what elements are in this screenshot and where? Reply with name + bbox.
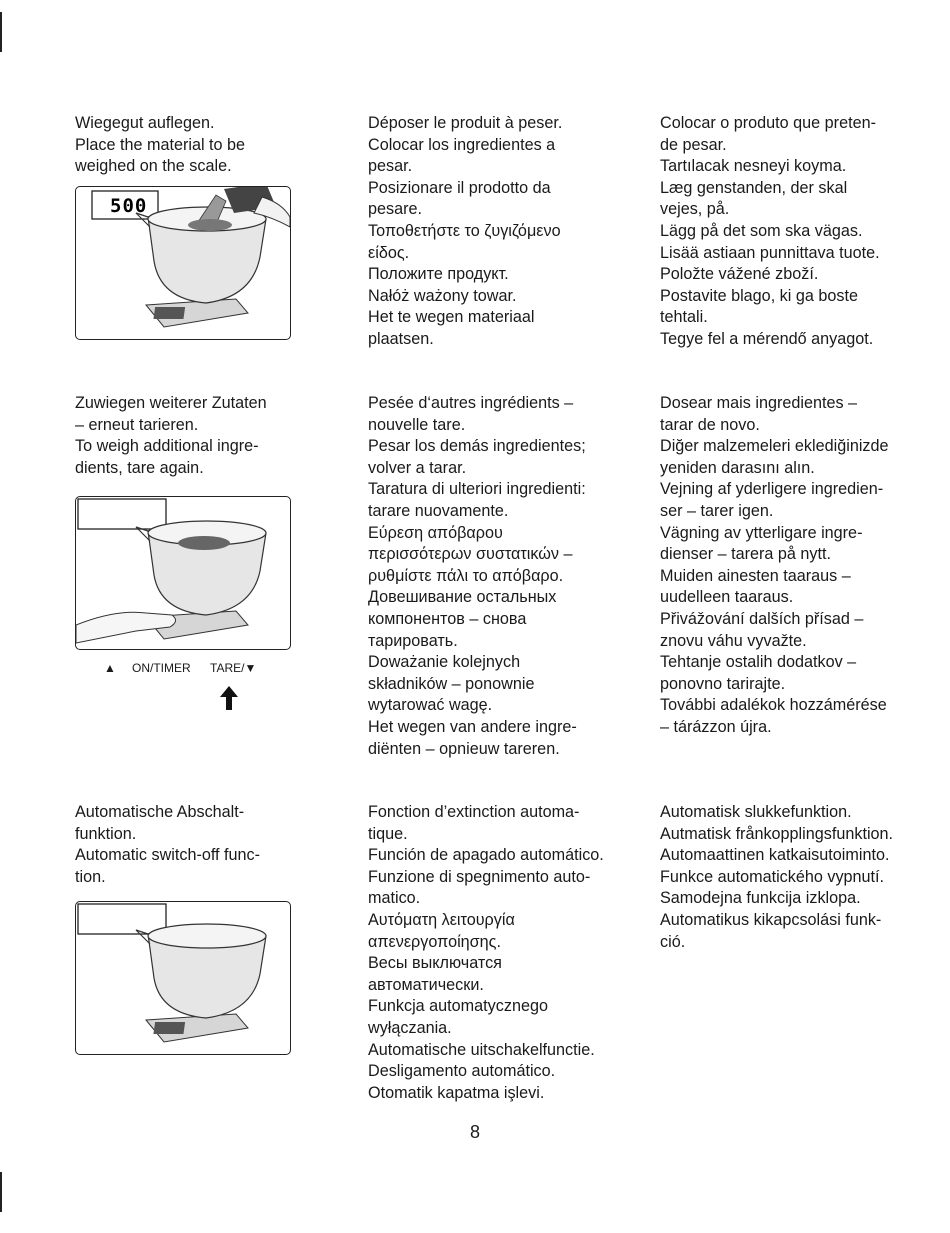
crop-mark-top <box>0 12 2 52</box>
section2-text-pt-hu: Dosear mais ingredientes – tarar de novo. Diğer malzemeleri eklediğinizde yeniden darasını alın. Vejning af yderligere ingredien- ser – tarer igen. Vägning av ytterligare ingre- dienser – tarera på nytt. Muiden ainesten taaraus – uudelleen taaraus. Přivážování dalších přísad – znovu váhu vyvažte. Tehtanje ostalih dodatkov – ponovno tarirajte. További adalékok hozzámérése – tárázzon újra. <box>660 394 889 736</box>
section1-text-de-en: Wiegegut auflegen. Place the material to be weighed on the scale. <box>75 114 246 176</box>
lcd-display-blank <box>78 499 166 529</box>
figure-tare-again <box>75 496 291 650</box>
section3-text-fr-tr: Fonction d’extinction automa- tique. Función de apagado automático. Funzione di spegnimento auto- matico. Αυτόματη λειτουργία απενεργοποίησης. Весы выключатся автоматически. Funkcja automatycznego wyłączania. Automatische uitschakelfunctie. Desligamento automático. Otomatik kapatma işlevi. <box>368 803 604 1102</box>
section1-col3 <box>660 113 922 351</box>
section2-col2 <box>368 393 638 760</box>
arrow-up-icon <box>220 686 238 710</box>
figure-place-material <box>75 186 291 340</box>
section3-text-da-hu: Automatisk slukkefunktion. Autmatisk frånkopplingsfunktion. Automaattinen katkaisutoiminto. Funkce automatického vypnutí. Samodejna funkcija izklopa. Automatikus kikapcsolási funk- ció. <box>660 803 894 951</box>
scale-tare-illustration <box>76 497 290 649</box>
button-labels <box>104 660 284 676</box>
on-timer-button-label: ON/TIMER <box>132 661 191 675</box>
figure-auto-off <box>75 901 291 1055</box>
section1-text-fr-nl: Déposer le produit à peser. Colocar los ingredientes a pesar. Posizionare il prodotto da pesare. Τοποθετήστε το ζυγιζόμενο είδος. Положите продукт. Nałóż ważony towar. Het te wegen materiaal plaatsen. <box>368 114 563 348</box>
page-number: 8 <box>470 1122 481 1142</box>
section2-col1 <box>75 393 345 479</box>
section1-text-pt-hu: Colocar o produto que preten- de pesar. Tartılacak nesneyi koyma. Læg genstanden, der skal vejes, på. Lägg på det som ska vägas. Lisää astiaan punnittava tuote. Položte vážené zboží. Postavite blago, ki ga boste tehtali. Tegye fel a mérendő anyagot. <box>660 114 880 348</box>
section3-col3 <box>660 802 922 953</box>
section3-col1 <box>75 802 345 888</box>
lcd-display-blank <box>78 904 166 934</box>
scale-with-material-illustration <box>76 187 290 339</box>
up-button-label: ▲ <box>104 661 116 675</box>
tare-down-button-label: TARE/▼ <box>210 661 257 675</box>
section1-col2 <box>368 113 638 351</box>
section2-text-de-en: Zuwiegen weiterer Zutaten – erneut tarieren. To weigh additional ingre- dients, tare again. <box>75 394 267 477</box>
section2-text-fr-nl: Pesée d‘autres ingrédients – nouvelle tare. Pesar los demás ingredientes; volver a tarar. Taratura di ulteriori ingredienti: tarare nuovamente. Εύρεση απόβαρου περισσότερων συστατικών – ρυθμίστε πάλι το απόβαρο. Довешивание остальных компонентов – снова тарировать. Doważanie kolejnych składników – ponownie wytarować wagę. Het wegen van andere ingre- diënten – opnieuw tareren. <box>368 394 586 758</box>
scale-off-illustration <box>76 902 290 1054</box>
section1-col1 <box>75 113 345 178</box>
section2-col3 <box>660 393 922 739</box>
section3-text-de-en: Automatische Abschalt- funktion. Automatic switch-off func- tion. <box>75 803 261 886</box>
lcd-value: 500 <box>110 195 148 217</box>
section3-col2 <box>368 802 638 1104</box>
crop-mark-bottom <box>0 1172 2 1212</box>
